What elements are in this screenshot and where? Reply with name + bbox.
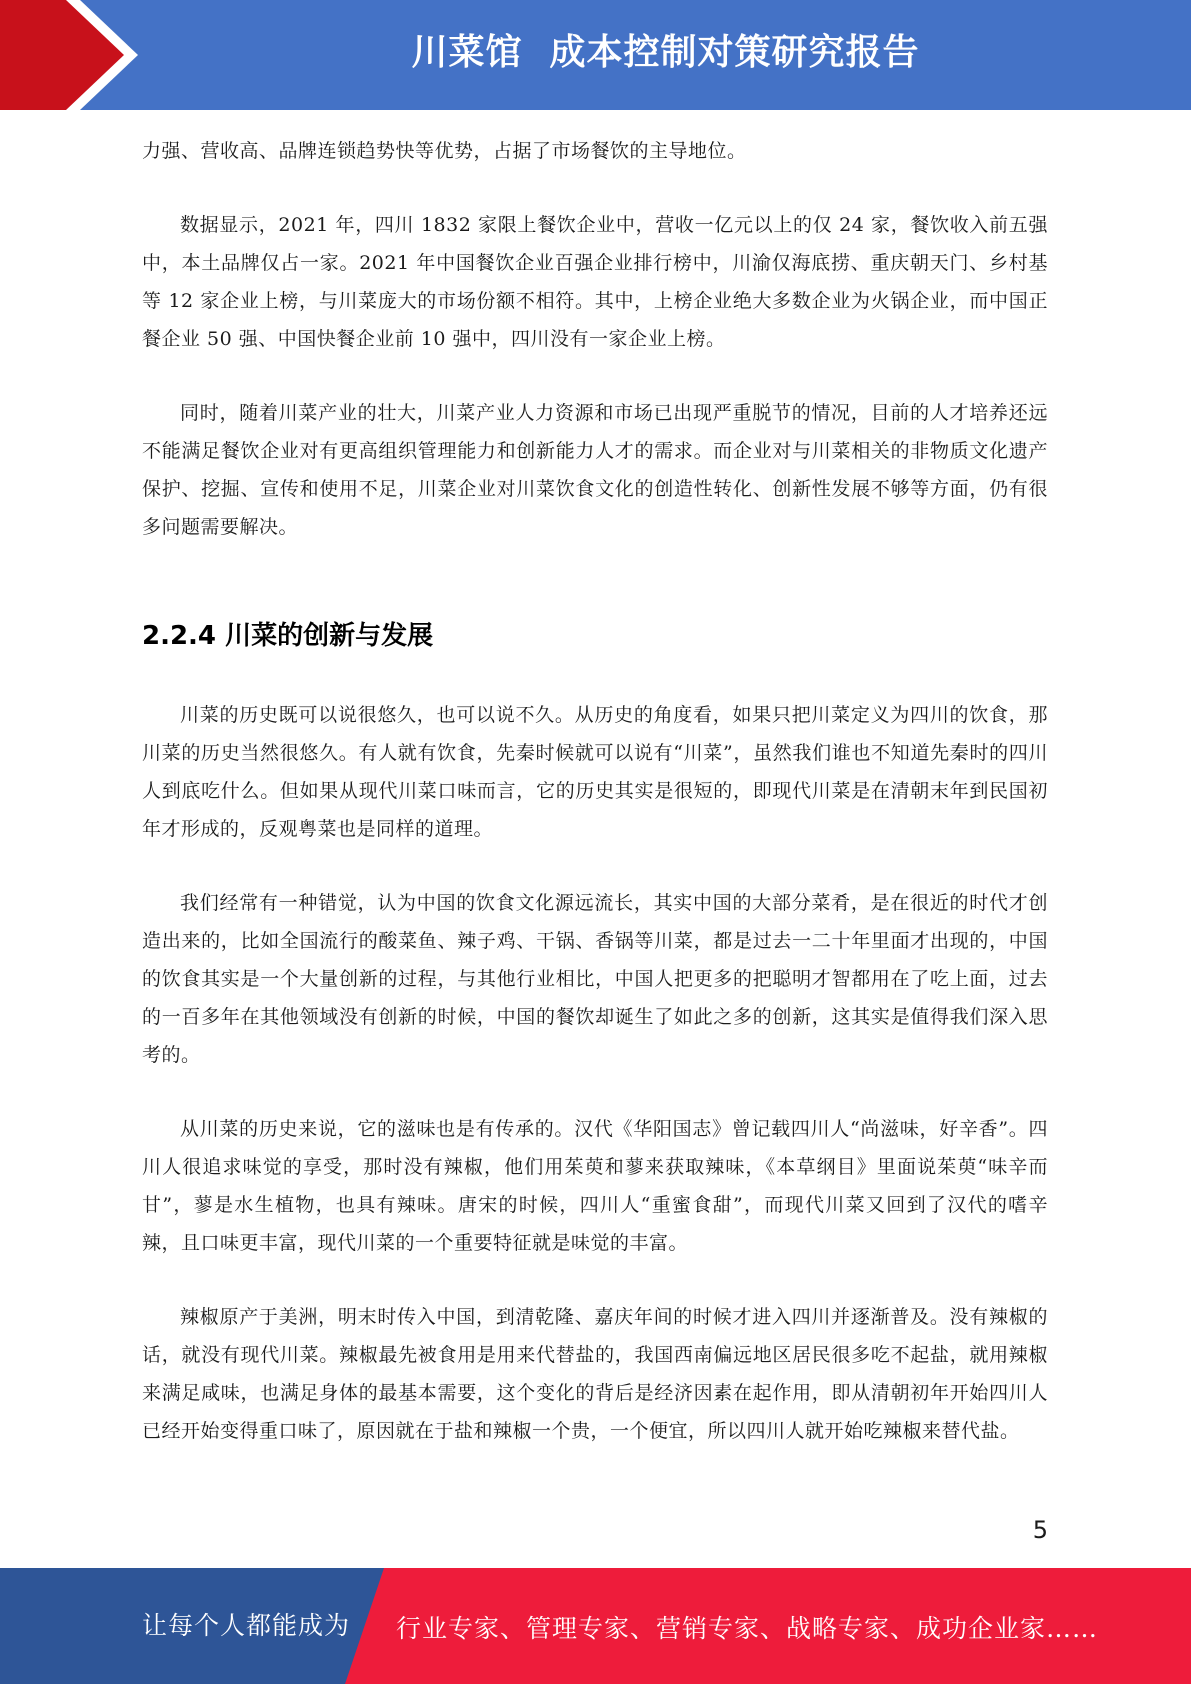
page-footer <box>0 1568 1191 1684</box>
body-paragraph: 辣椒原产于美洲，明末时传入中国，到清乾隆、嘉庆年间的时候才进入四川并逐渐普及。没有辣椒的话，就没有现代川菜。辣椒最先被食用是用来代替盐的，我国西南偏远地区居民很多吃不起盐，就用辣椒来满足咸味，也满足身体的最基本需要，这个变化的背后是经济因素在起作用，即从清朝初年开始四川人已经开始变得重口味了，原因就在于盐和辣椒一个贵，一个便宜，所以四川人就开始吃辣椒来替代盐。 <box>142 1306 1048 1442</box>
footer-slogan-left: 让每个人都能成为 <box>142 1611 351 1640</box>
header-chevron-decoration <box>0 0 160 110</box>
section-heading: 2.2.4 川菜的创新与发展 <box>142 621 434 651</box>
body-paragraph: 我们经常有一种错觉，认为中国的饮食文化源远流长，其实中国的大部分菜肴，是在很近的时代才创造出来的，比如全国流行的酸菜鱼、辣子鸡、干锅、香锅等川菜，都是过去一二十年里面才出现的，中国的饮食其实是一个大量创新的过程，与其他行业相比，中国人把更多的把聪明才智都用在了吃上面，过去的一百多年在其他领域没有创新的时候，中国的餐饮却诞生了如此之多的创新，这其实是值得我们深入思考的。 <box>142 892 1048 1066</box>
body-paragraph: 数据显示，2021 年，四川 1832 家限上餐饮企业中，营收一亿元以上的仅 24 家，餐饮收入前五强中，本土品牌仅占一家。2021 年中国餐饮企业百强企业排行榜中，川渝仅海底捞、重庆朝天门、乡村基等 12 家企业上榜，与川菜庞大的市场份额不相符。其中，上榜企业绝大多数企业为火锅企业，而中国正餐企业 50 强、中国快餐企业前 10 强中，四川没有一家企业上榜。 <box>142 214 1048 350</box>
page-number: 5 <box>1032 1516 1048 1544</box>
page-content <box>142 132 1048 1486</box>
body-paragraph: 川菜的历史既可以说很悠久，也可以说不久。从历史的角度看，如果只把川菜定义为四川的饮食，那川菜的历史当然很悠久。有人就有饮食，先秦时候就可以说有“川菜”，虽然我们谁也不知道先秦时的四川人到底吃什么。但如果从现代川菜口味而言，它的历史其实是很短的，即现代川菜是在清朝末年到民国初年才形成的，反观粤菜也是同样的道理。 <box>142 704 1048 840</box>
report-title: 川菜馆 成本控制对策研究报告 <box>411 32 920 73</box>
footer-slogan-right: 行业专家、管理专家、营销专家、战略专家、成功企业家…… <box>396 1614 1099 1643</box>
body-paragraph: 从川菜的历史来说，它的滋味也是有传承的。汉代《华阳国志》曾记载四川人“尚滋味，好辛香”。四川人很追求味觉的享受，那时没有辣椒，他们用茱萸和蓼来获取辣味，《本草纲目》里面说茱萸“味辛而甘”，蓼是水生植物，也具有辣味。唐宋的时候，四川人“重蜜食甜”，而现代川菜又回到了汉代的嗜辛辣，且口味更丰富，现代川菜的一个重要特征就是味觉的丰富。 <box>142 1118 1048 1254</box>
body-paragraph: 力强、营收高、品牌连锁趋势快等优势，占据了市场餐饮的主导地位。 <box>142 140 747 162</box>
body-paragraph: 同时，随着川菜产业的壮大，川菜产业人力资源和市场已出现严重脱节的情况，目前的人才培养还远不能满足餐饮企业对有更高组织管理能力和创新能力人才的需求。而企业对与川菜相关的非物质文化遗产保护、挖掘、宣传和使用不足，川菜企业对川菜饮食文化的创造性转化、创新性发展不够等方面，仍有很多问题需要解决。 <box>142 402 1048 538</box>
page-header <box>0 0 1191 110</box>
